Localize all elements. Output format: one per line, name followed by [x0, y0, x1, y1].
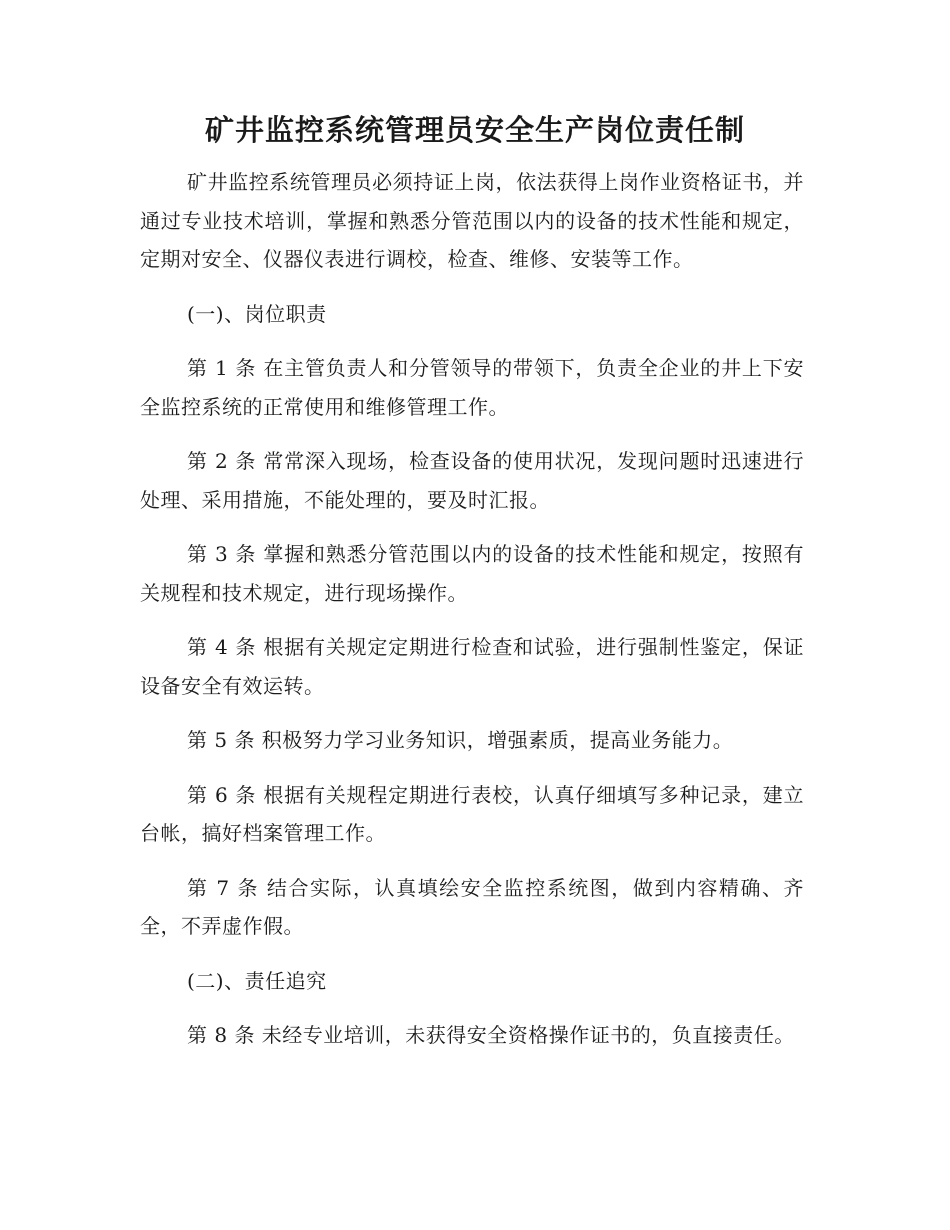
article-5: 第 5 条 积极努力学习业务知识，增强素质，提高业务能力。	[187, 728, 734, 752]
article-1: 第 1 条 在主管负责人和分管领导的带领下，负责全企业的井上下安全监控系统的正常使用和维修管理工作。	[140, 356, 804, 419]
intro-paragraph: 矿井监控系统管理员必须持证上岗，依法获得上岗作业资格证书，并通过专业技术培训，掌握和熟悉分管范围以内的设备的技术性能和规定，定期对安全、仪器仪表进行调校，检查、维修、安装等工作。	[140, 170, 804, 271]
article-7: 第 7 条 结合实际，认真填绘安全监控系统图，做到内容精确、齐全，不弄虚作假。	[140, 875, 804, 938]
section-heading-duties: (一)、岗位职责	[187, 301, 327, 326]
article-4: 第 4 条 根据有关规定定期进行检查和试验，进行强制性鉴定，保证设备安全有效运转。	[140, 635, 804, 698]
document-title: 矿井监控系统管理员安全生产岗位责任制	[204, 113, 745, 147]
document-body	[140, 163, 804, 1071]
article-6: 第 6 条 根据有关规程定期进行表校，认真仔细填写多种记录，建立台帐，搞好档案管理工作。	[140, 782, 804, 845]
article-3: 第 3 条 掌握和熟悉分管范围以内的设备的技术性能和规定，按照有关规程和技术规定，进行现场操作。	[140, 542, 804, 605]
article-8: 第 8 条 未经专业培训，未获得安全资格操作证书的，负直接责任。	[187, 1023, 795, 1047]
article-2: 第 2 条 常常深入现场，检查设备的使用状况，发现问题时迅速进行处理、采用措施，不能处理的，要及时汇报。	[140, 449, 804, 512]
section-heading-accountability: (二)、责任追究	[187, 968, 327, 993]
